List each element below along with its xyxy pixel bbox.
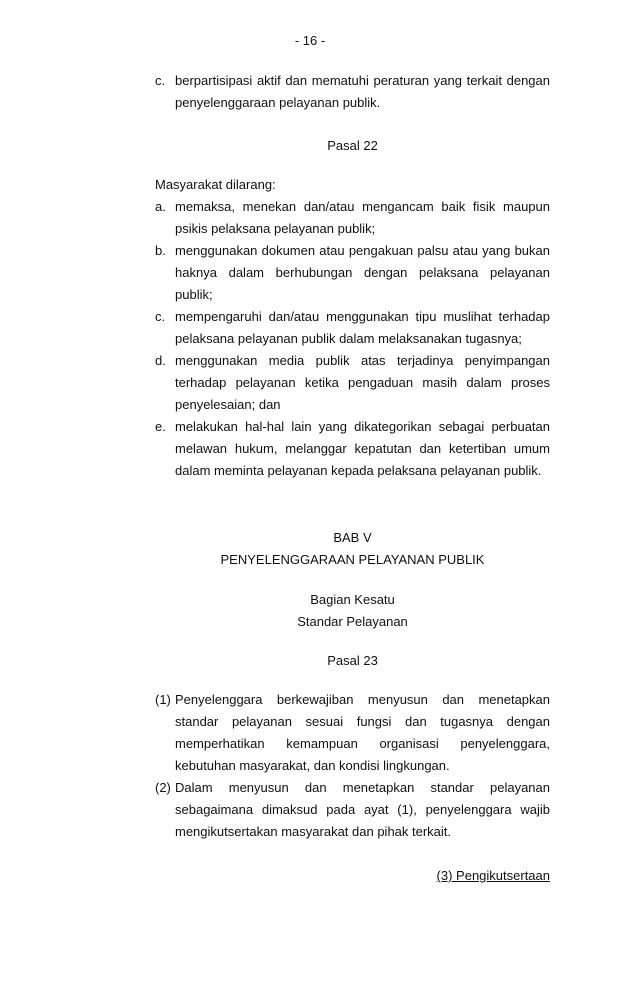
list-item — [155, 240, 550, 306]
list-marker: d. — [155, 353, 166, 368]
pasal-22-intro: Masyarakat dilarang: — [155, 177, 276, 192]
list-item-text: berpartisipasi aktif dan mematuhi peraturan yang terkait dengan penyelenggaraan pelayanan publik. — [175, 73, 550, 110]
list-marker: c. — [155, 309, 166, 324]
chapter-title: PENYELENGGARAAN PELAYANAN PUBLIK — [220, 552, 485, 567]
list-item-text: menggunakan dokumen atau pengakuan palsu atau yang bukan haknya dalam berhubungan dengan pelaksana pelayanan publik; — [175, 243, 550, 302]
chapter-heading — [155, 527, 550, 571]
continuation-text: (3) Pengikutsertaan — [436, 868, 550, 883]
list-item — [155, 196, 550, 240]
list-item-text: melakukan hal-hal lain yang dikategorikan sebagai perbuatan melawan hukum, melanggar kepatutan dan ketertiban umum dalam meminta pelayanan kepada pelaksana pelayanan publik. — [175, 419, 550, 478]
previous-list-item — [155, 70, 550, 114]
list-item — [155, 777, 550, 843]
list-item — [155, 350, 550, 416]
list-marker: (1) — [155, 692, 171, 707]
list-marker: e. — [155, 419, 166, 434]
pasal-22-body — [155, 174, 550, 482]
list-item-text: mempengaruhi dan/atau menggunakan tipu muslihat terhadap pelaksana pelayanan publik dalam melaksanakan tugasnya; — [175, 309, 550, 346]
section-number: Bagian Kesatu — [310, 592, 395, 607]
list-item-text: menggunakan media publik atas terjadinya penyimpangan terhadap pelayanan ketika pengaduan masih dalam proses penyelesaian; dan — [175, 353, 550, 412]
page-number: - 16 - — [294, 33, 326, 48]
list-marker: b. — [155, 243, 166, 258]
list-item-text: Penyelenggara berkewajiban menyusun dan menetapkan standar pelayanan sesuai fungsi dan tugasnya dengan memperhatikan kemampuan organisasi penyelenggara, kebutuhan masyarakat, dan kondisi lingkungan. — [175, 692, 550, 773]
section-heading — [155, 589, 550, 633]
pasal-23-heading: Pasal 23 — [327, 653, 378, 668]
list-marker: c. — [155, 73, 166, 88]
list-marker: a. — [155, 199, 166, 214]
chapter-number: BAB V — [333, 530, 372, 545]
pasal-22-heading: Pasal 22 — [327, 138, 378, 153]
continuation-note — [155, 865, 550, 887]
section-title: Standar Pelayanan — [297, 614, 408, 629]
pasal-23-body — [155, 689, 550, 843]
list-item — [155, 689, 550, 777]
list-item — [155, 416, 550, 482]
list-item-text: memaksa, menekan dan/atau mengancam baik fisik maupun psikis pelaksana pelayanan publik; — [175, 199, 550, 236]
list-marker: (2) — [155, 780, 171, 795]
list-item — [155, 306, 550, 350]
list-item-text: Dalam menyusun dan menetapkan standar pelayanan sebagaimana dimaksud pada ayat (1), penyelenggara wajib mengikutsertakan masyarakat dan pihak terkait. — [175, 780, 550, 839]
